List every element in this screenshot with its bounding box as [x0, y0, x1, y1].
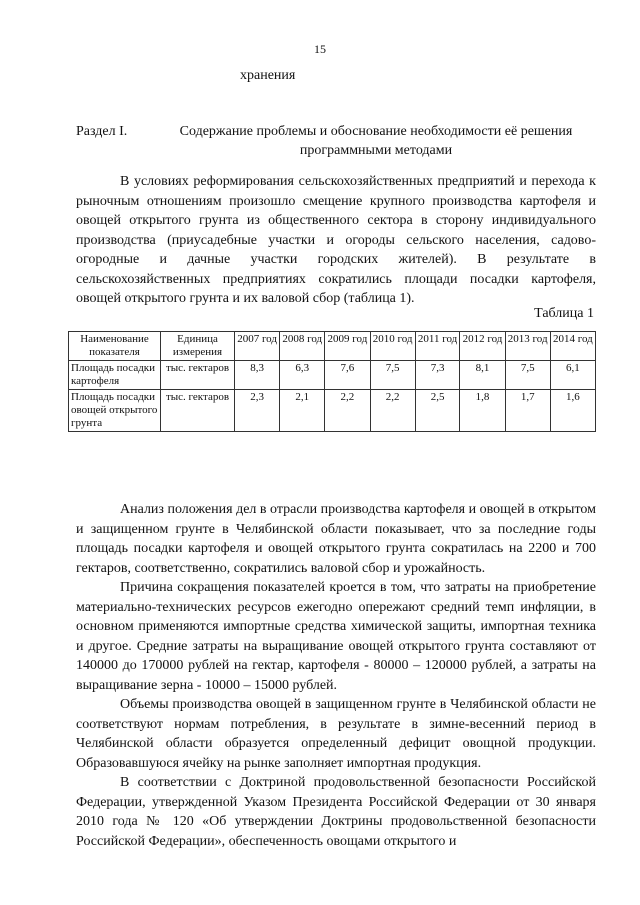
value-cell: 6,3 [280, 361, 325, 390]
section-heading [76, 122, 596, 160]
value-cell: 2,5 [415, 390, 460, 432]
header-cell: Наименование показателя [69, 332, 161, 361]
value-cell: 1,7 [505, 390, 550, 432]
header-cell: 2011 год [415, 332, 460, 361]
value-cell: 1,6 [550, 390, 595, 432]
header-cell: 2013 год [505, 332, 550, 361]
value-cell: 2,3 [235, 390, 280, 432]
intro-text [76, 172, 596, 309]
value-cell: 7,5 [505, 361, 550, 390]
table-row [69, 361, 596, 390]
analysis-text [76, 500, 596, 851]
header-cell: 2007 год [235, 332, 280, 361]
row-name: Площадь посадки овощей открытого грунта [69, 390, 161, 432]
value-cell: 7,6 [325, 361, 370, 390]
page-number: 15 [314, 42, 326, 56]
table-row [69, 390, 596, 432]
paragraph: Объемы производства овощей в защищенном грунте в Челябинской области не соответствуют нормам потребления, в результате в зимне-весенний период в Челябинской области образуется определенный дефицит овощной продукции. Образовавшуюся ячейку на рынке заполняет импортная продукция. [76, 697, 596, 771]
header-cell: Единица измерения [161, 332, 235, 361]
table-header-row [69, 332, 596, 361]
header-cell: 2009 год [325, 332, 370, 361]
value-cell: 8,3 [235, 361, 280, 390]
row-name: Площадь посадки картофеля [69, 361, 161, 390]
table-caption: Таблица 1 [534, 306, 594, 321]
row-unit: тыс. гектаров [161, 361, 235, 390]
section-title: Содержание проблемы и обоснование необходимости её решения программными методами [179, 124, 573, 158]
header-cell: 2008 год [280, 332, 325, 361]
value-cell: 8,1 [460, 361, 505, 390]
value-cell: 1,8 [460, 390, 505, 432]
value-cell: 7,3 [415, 361, 460, 390]
paragraph: Анализ положения дел в отрасли производства картофеля и овощей в открытом и защищенном грунте в Челябинской области показывает, что за последние годы площадь посадки картофеля и овощей открытого грунта сократилась на 2200 и 700 гектаров, соответственно, сократились валовой сбор и урожайность. [76, 502, 596, 576]
header-cell: 2010 год [370, 332, 415, 361]
value-cell: 2,2 [370, 390, 415, 432]
paragraph: Причина сокращения показателей кроется в том, что затраты на приобретение материально-технических ресурсов ежегодно опережают средний темп инфляции, в основном применяются импортные средства химической защиты, импортная техника и другое. Средние затраты на выращивание овощей открытого грунта составляют от 140000 до 170000 рублей на гектар, картофеля - 80000 – 120000 рублей, а затраты на выращивание зерна - 10000 – 15000 рублей. [76, 580, 596, 693]
data-table [68, 331, 596, 432]
value-cell: 6,1 [550, 361, 595, 390]
value-cell: 2,1 [280, 390, 325, 432]
value-cell: 2,2 [325, 390, 370, 432]
row-unit: тыс. гектаров [161, 390, 235, 432]
value-cell: 7,5 [370, 361, 415, 390]
paragraph: В условиях реформирования сельскохозяйственных предприятий и перехода к рыночным отношениям произошло смещение крупного производства картофеля и овощей открытого грунта из общественного сектора в сторону индивидуального производства (приусадебные участки и огороды сельского населения, садово-огородные и дачные участки городских жителей). В результате в сельскохозяйственных предприятиях сократились площади посадки картофеля, овощей открытого грунта и их валовой сбор (таблица 1). [76, 174, 596, 306]
continuation-word: хранения [240, 68, 296, 83]
paragraph: В соответствии с Доктриной продовольственной безопасности Российской Федерации, утвержденной Указом Президента Российской Федерации от 30 января 2010 года № 120 «Об утверждении Доктрины продовольственной безопасности Российской Федерации», обеспеченность овощами открытого и [76, 775, 596, 849]
header-cell: 2014 год [550, 332, 595, 361]
section-label: Раздел I. [76, 124, 128, 139]
header-cell: 2012 год [460, 332, 505, 361]
